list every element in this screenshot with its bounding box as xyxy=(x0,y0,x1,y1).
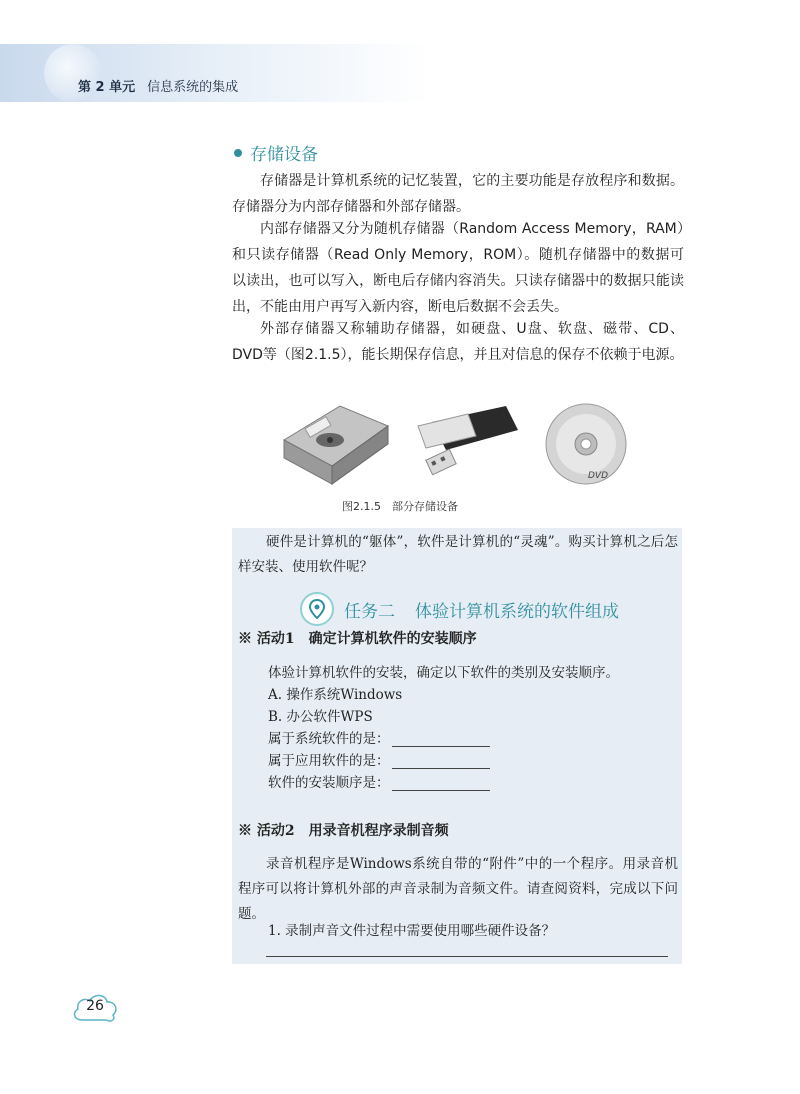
activity-2-heading xyxy=(238,820,449,840)
task-title xyxy=(300,592,619,626)
system-software-row: 属于系统软件的是： xyxy=(268,728,678,750)
activity-2-question: 1. 录制声音文件过程中需要使用哪些硬件设备？ xyxy=(268,923,556,939)
answer-line[interactable] xyxy=(266,956,668,957)
figure-caption: 图2.1.5 部分存储设备 xyxy=(342,500,458,513)
task-label: 任务二 xyxy=(344,601,395,622)
storage-devices-figure xyxy=(280,400,640,490)
application-software-blank[interactable] xyxy=(392,754,490,769)
body-paragraph-3: 外部存储器又称辅助存储器，如硬盘、U盘、软盘、磁带、CD、DVD等（图2.1.5），能长期保存信息，并且对信息的保存不依赖于电源。 xyxy=(232,321,684,363)
unit-title: 信息系统的集成 xyxy=(147,80,239,95)
activity-1-option-a: A. 操作系统Windows xyxy=(268,687,403,703)
unit-label: 第 2 单元 xyxy=(78,80,136,95)
activity-2-paragraph: 录音机程序是Windows系统自带的“附件”中的一个程序。用录音机程序可以将计算机外部的声音录制为音频文件。请查阅资料，完成以下问题。 xyxy=(238,856,678,922)
activity-1-heading xyxy=(238,628,477,648)
running-header xyxy=(78,76,238,95)
task-title-text: 体验计算机系统的软件组成 xyxy=(415,601,619,622)
body-paragraph-1: 存储器是计算机系统的记忆装置，它的主要功能是存放程序和数据。存储器分为内部存储器和外部存储器。 xyxy=(232,173,684,215)
dvd-disc-icon xyxy=(546,404,626,484)
activity-1-option-b: B. 办公软件WPS xyxy=(268,709,373,725)
activity-1-title: 确定计算机软件的安装顺序 xyxy=(308,631,477,647)
location-pin-icon xyxy=(300,592,334,626)
application-software-row: 属于应用软件的是： xyxy=(268,750,678,772)
hard-drive-icon xyxy=(284,406,388,484)
section-heading-text: 存储设备 xyxy=(250,145,318,165)
section-heading xyxy=(234,140,318,165)
install-order-row: 软件的安装顺序是： xyxy=(268,772,678,794)
task-intro: 硬件是计算机的“躯体”，软件是计算机的“灵魂”。购买计算机之后怎样安装、使用软件呢？ xyxy=(238,534,678,575)
dvd-label: DVD xyxy=(588,471,609,481)
activity-1-list xyxy=(268,662,678,794)
activity-2-title: 用录音机程序录制音频 xyxy=(308,823,449,839)
bullet-icon xyxy=(234,149,242,157)
activity-2-mark: ※ 活动2 xyxy=(238,823,295,839)
install-order-blank[interactable] xyxy=(392,776,490,791)
activity-1-line: 体验计算机软件的安装，确定以下软件的类别及安装顺序。 xyxy=(268,665,619,681)
body-paragraph-2: 内部存储器又分为随机存储器（Random Access Memory，RAM）和只读存储器（Read Only Memory，ROM）。随机存储器中的数据可以读出，也可以写入，断电后存储内容消失。只读存储器中的数据只能读出，不能由用户再写入新内容，断电后数据不会丢失。 xyxy=(232,221,684,315)
system-software-blank[interactable] xyxy=(392,732,490,747)
usb-drive-icon xyxy=(418,406,518,475)
page-number: 26 xyxy=(70,988,120,1026)
activity-1-mark: ※ 活动1 xyxy=(238,631,295,647)
